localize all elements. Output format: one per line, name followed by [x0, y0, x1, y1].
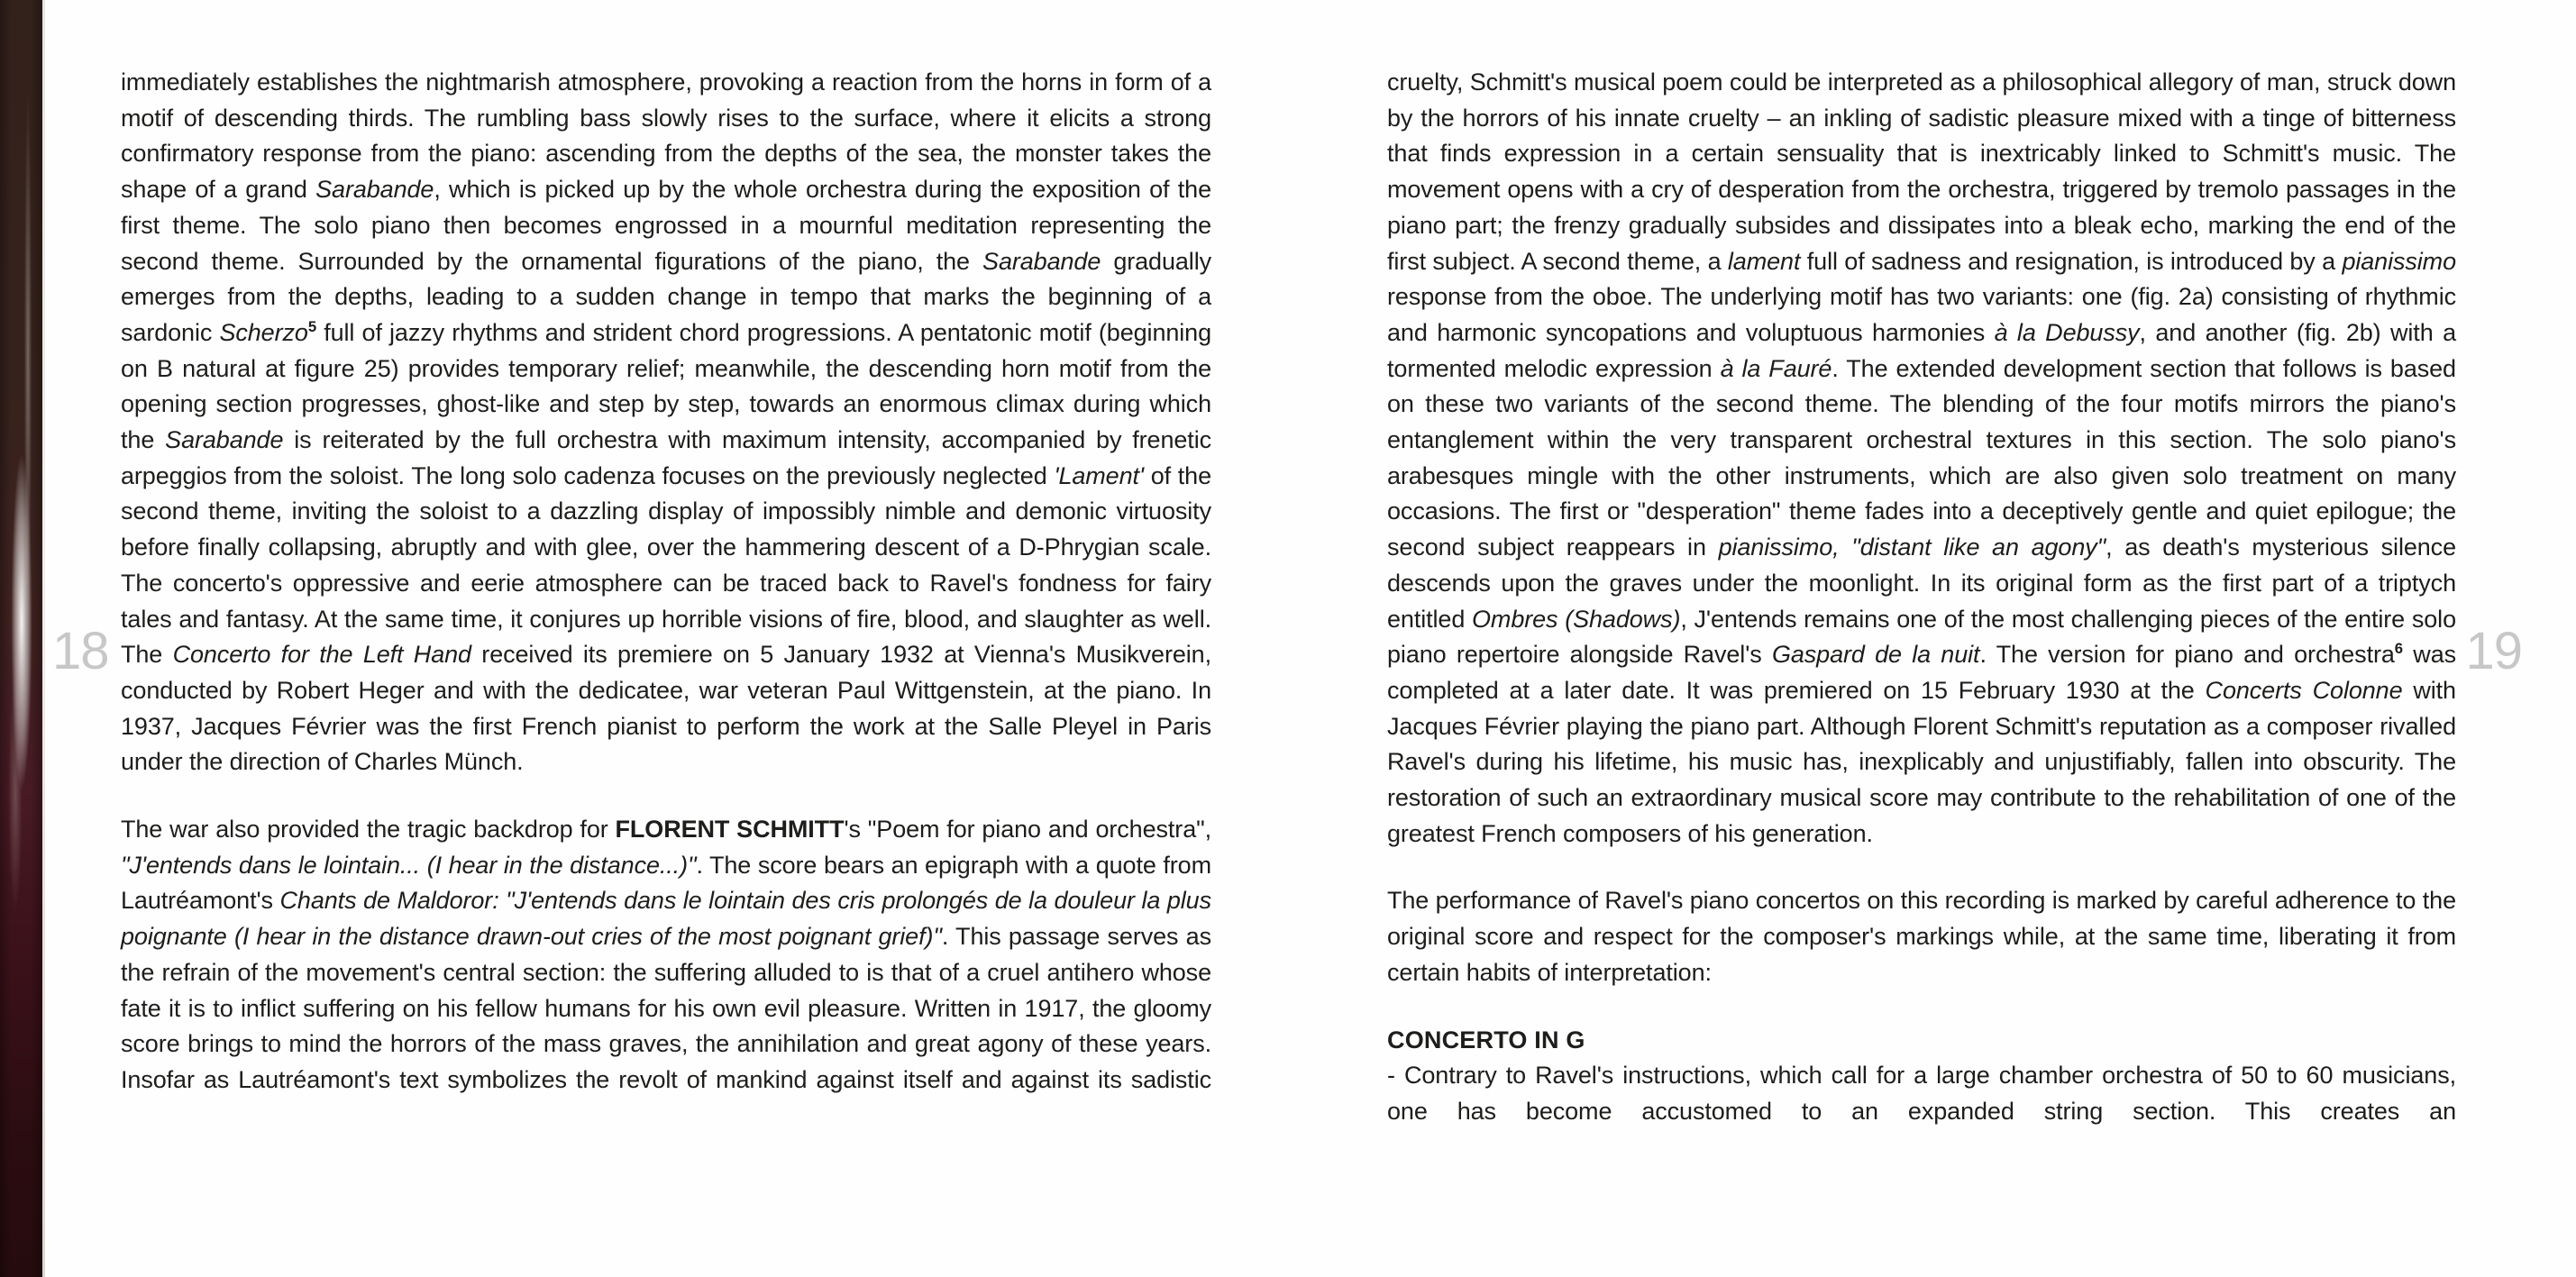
- text-run: cruelty, Schmitt's musical poem could be interpreted as a philosophical allegory of man, struck down by the horrors of his innate cruelty – an inkling of sadistic pleasure mixed with a tinge of bitterness that finds expression in a certain sensuality that is inextricably linked to Schmitt's music. The movement opens with a cry of desperation from the orchestra, triggered by tremolo passages in the piano part; the frenzy gradually subsides and dissipates into a bleak echo, marking the end of the first subject. A second theme, a: [1387, 68, 2456, 275]
- text-run: CONCERTO IN G: [1387, 1026, 1585, 1054]
- text-run: gradually emerges from the depths, leading to a sudden change in tempo that marks the beginning of a sardonic: [121, 247, 1211, 346]
- text-run: , and another (fig. 2b) with a tormented melodic expression: [1387, 318, 2456, 382]
- text-run: lament: [1727, 247, 1801, 275]
- text-column-right: [1387, 65, 2456, 1162]
- text-run: Concerts Colonne: [2205, 676, 2403, 704]
- text-run: Concerto for the Left Hand: [172, 641, 471, 669]
- text-run: 'Lament': [1054, 461, 1144, 489]
- text-run: The war also provided the tragic backdrop for: [121, 816, 616, 844]
- text-run: , which is picked up by the whole orchestra during the exposition of the first theme. The solo piano then becomes engrossed in a mournful meditation representing the second theme. Surrounded by the ornamental figurations of the piano, the: [121, 176, 1211, 275]
- text-run: . The extended development section that follows is based on these two variants of the second theme. The blending of the four motifs mirrors the piano's entanglement within the very transparent orchestral textures in this section. The solo piano's arabesques mingle with the other instruments, which are also given solo treatment on many occasions. The first or "desperation" theme fades into a deceptively gentle and quiet epilogue; the second subject reappears in: [1387, 354, 2456, 561]
- text-run: "J'entends dans le lointain... (I hear in the distance...)": [121, 851, 697, 879]
- page-number-left: 18: [52, 622, 109, 680]
- text-run: was completed at a later date. It was premiered on 15 February 1930 at the: [1387, 641, 2457, 704]
- text-run: received its premiere on 5 January 1932 at Vienna's Musikverein, conducted by Robert Heger and with the dedicatee, war veteran Paul Wittgenstein, at the piano. In 1937, Jacques Février was the first French pianist to perform the work at the Salle Pleyel in Paris under the direction of Charles Münch.: [121, 641, 1211, 776]
- text-run: Sarabande: [315, 176, 434, 204]
- footnote-ref: 6: [2394, 640, 2404, 658]
- text-run: Scherzo: [219, 318, 308, 346]
- footnote-ref: 5: [307, 317, 317, 335]
- text-run: à la Debussy: [1994, 318, 2140, 346]
- paragraph: [1387, 65, 2456, 852]
- text-run: Sarabande: [165, 426, 284, 454]
- paragraph: [121, 65, 1211, 780]
- text-run: Sarabande: [982, 247, 1101, 275]
- text-run: - Contrary to Ravel's instructions, which call for a large chamber orchestra of 50 to 60 musicians, one has become accustomed to an expanded string section. This creates an: [1387, 1062, 2456, 1125]
- text-column-left: [121, 65, 1211, 1130]
- paragraph: [1387, 1058, 2456, 1129]
- text-run: . The version for piano and orchestra: [1979, 641, 2395, 669]
- text-run: is reiterated by the full orchestra with maximum intensity, accompanied by frenetic arpeggios from the soloist. The long solo cadenza focuses on the previously neglected: [121, 426, 1211, 489]
- text-run: FLORENT SCHMITT: [615, 816, 845, 844]
- page-edge-highlight: [42, 0, 45, 1277]
- text-run: Ombres (Shadows): [1472, 605, 1681, 633]
- text-run: The performance of Ravel's piano concertos on this recording is marked by careful adherence to the original score and respect for the composer's markings while, at the same time, liberating it from certain habits of interpretation:: [1387, 887, 2456, 986]
- text-run: with Jacques Février playing the piano part. Although Florent Schmitt's reputation as a composer rivalled Ravel's during his lifetime, his music has, inexplicably and unjustifiably, fallen into obscurity. The restoration of such an extraordinary musical score may contribute to the rehabilitation of one of the greatest French composers of his generation.: [1387, 676, 2456, 847]
- text-run: , as death's mysterious silence descends upon the graves under the moonlight. In its original form as the first part of a triptych entitled: [1387, 534, 2456, 633]
- text-run: response from the oboe. The underlying motif has two variants: one (fig. 2a) consisting of rhythmic and harmonic syncopations and voluptuous harmonies: [1387, 283, 2456, 346]
- text-run: 's "Poem for piano and orchestra",: [844, 816, 1211, 844]
- text-run: immediately establishes the nightmarish atmosphere, provoking a reaction from the horns in form of a motif of descending thirds. The rumbling bass slowly rises to the surface, where it elicits a strong confirmatory response from the piano: ascending from the depths of the sea, the monster takes the shape of a grand: [121, 68, 1211, 204]
- paragraph: [121, 812, 1211, 1099]
- text-run: full of sadness and resignation, is introduced by a: [1800, 247, 2343, 275]
- section-heading: [1387, 1023, 2456, 1059]
- text-run: full of jazzy rhythms and strident chord progressions. A pentatonic motif (beginning on B natural at figure 25) provides temporary relief; meanwhile, the descending horn motif from the opening section progresses, ghost-like and step by step, towards an enormous climax during which the: [121, 318, 1212, 454]
- text-run: Gaspard de la nuit: [1771, 641, 1980, 669]
- text-run: . The score bears an epigraph with a quote from Lautréamont's: [121, 851, 1211, 915]
- page-number-right: 19: [2465, 622, 2522, 680]
- paragraph: [1387, 883, 2456, 990]
- text-run: pianissimo, "distant like an agony": [1718, 534, 2106, 561]
- book-spine-shadow: [0, 0, 42, 1277]
- text-run: , J'entends remains one of the most challenging pieces of the entire solo piano repertoire alongside Ravel's: [1387, 605, 2456, 669]
- text-run: Chants de Maldoror: "J'entends dans le lointain des cris prolongés de la douleur la plus poignante (I hear in the distance drawn-out cries of the most poignant grief)": [121, 887, 1211, 951]
- text-run: à la Fauré: [1720, 354, 1832, 382]
- text-run: . This passage serves as the refrain of the movement's central section: the suffering alluded to is that of a cruel antihero whose fate it is to inflict suffering on his fellow humans for his own evil pleasure. Written in 1917, the gloomy score brings to mind the horrors of the mass graves, the annihilation and great agony of these years. Insofar as Lautréamont's text symbolizes the revolt of mankind against itself and against its sadistic: [121, 923, 1211, 1093]
- text-run: pianissimo: [2342, 247, 2456, 275]
- text-run: of the second theme, inviting the soloist to a dazzling display of impossibly nimble and demonic virtuosity before finally collapsing, abruptly and with glee, over the hammering descent of a D-Phrygian scale. The concerto's oppressive and eerie atmosphere can be traced back to Ravel's fondness for fairy tales and fantasy. At the same time, it conjures up horrible visions of fire, blood, and slaughter as well. The: [121, 461, 1211, 669]
